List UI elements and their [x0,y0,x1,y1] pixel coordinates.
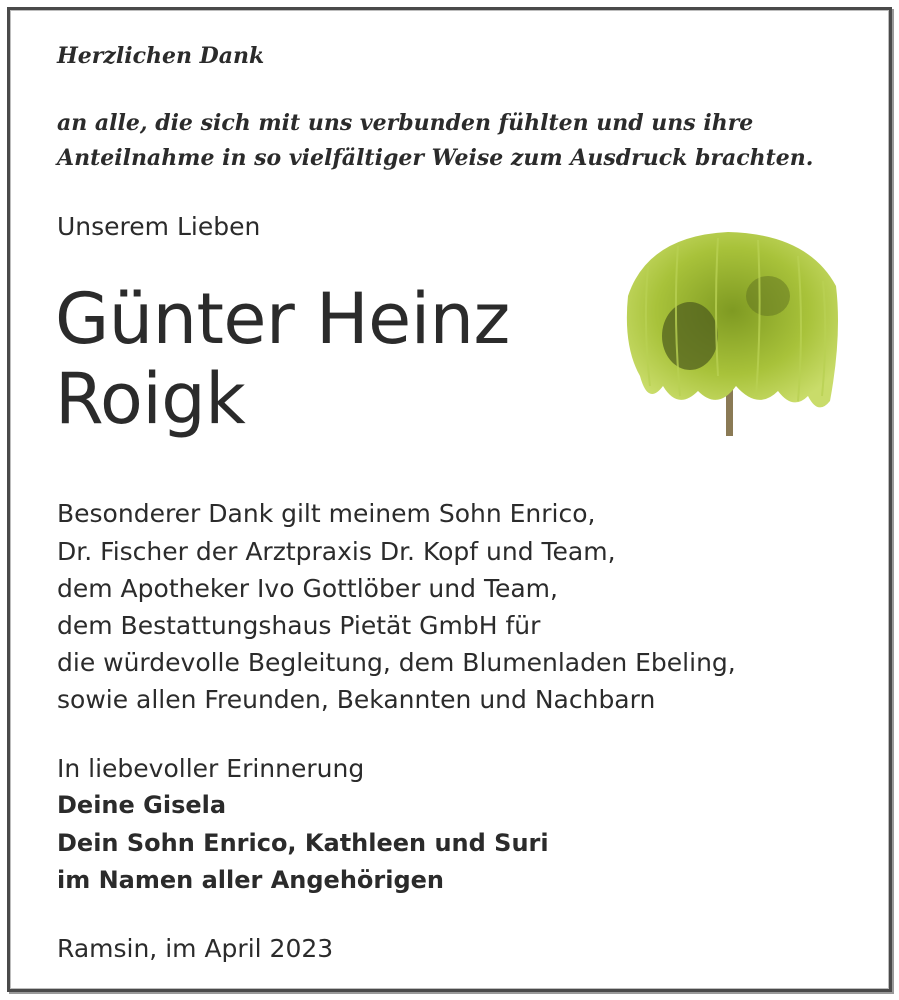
notice-heading: Herzlichen Dank [57,43,265,69]
place-date: Ramsin, im April 2023 [57,934,334,963]
thanks-line-3: dem Apotheker Ivo Gottlöber und Team, [57,574,558,603]
subtitle-line-1: an alle, die sich mit uns verbunden fühlten und uns ihre [57,110,754,136]
signature-line-2: Dein Sohn Enrico, Kathleen und Suri [57,829,549,857]
signature-line-3: im Namen aller Angehörigen [57,866,445,894]
willow-tree-icon [618,226,844,440]
signature-line-1: Deine Gisela [57,791,227,819]
deceased-name-line-2: Roigk [55,358,246,440]
thanks-line-6: sowie allen Freunden, Bekannten und Nachbarn [57,685,656,714]
subtitle-line-2: Anteilnahme in so vielfältiger Weise zum Ausdruck brachten. [57,145,814,171]
intro-text: Unserem Lieben [57,212,261,241]
thanks-line-4: dem Bestattungshaus Pietät GmbH für [57,611,541,640]
thanks-line-2: Dr. Fischer der Arztpraxis Dr. Kopf und Team, [57,537,616,566]
deceased-name-line-1: Günter Heinz [55,278,510,360]
thanks-line-1: Besonderer Dank gilt meinem Sohn Enrico, [57,499,596,528]
memory-intro: In liebevoller Erinnerung [57,754,365,783]
thanks-line-5: die würdevolle Begleitung, dem Blumenladen Ebeling, [57,648,736,677]
